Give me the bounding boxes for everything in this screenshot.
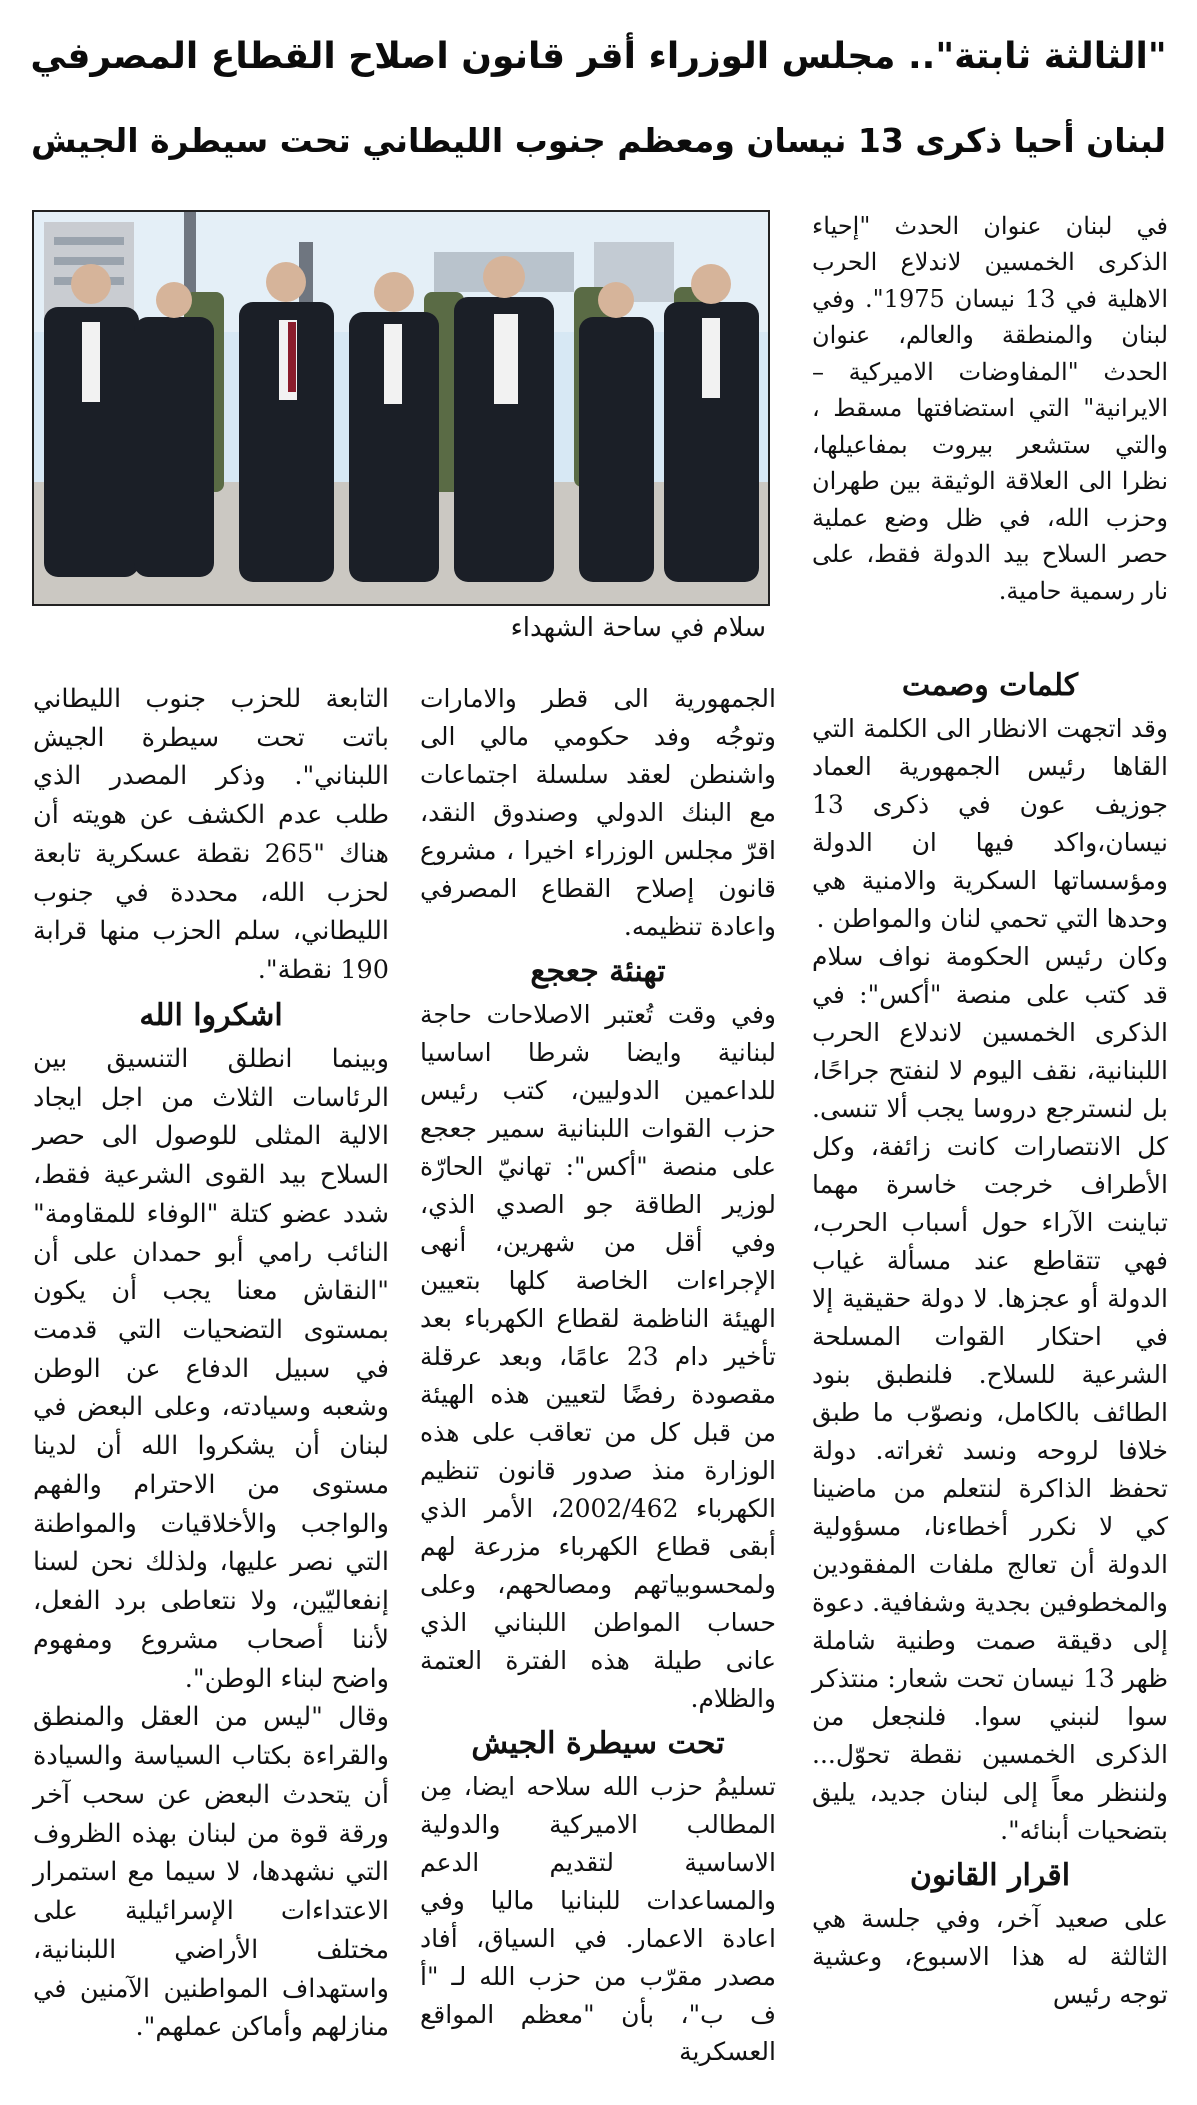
headline-line-1: "الثالثة ثابتة".. مجلس الوزراء أقر قانون اصلاح القطاع المصرفي bbox=[30, 36, 1167, 77]
subheading: تحت سيطرة الجيش bbox=[471, 1725, 725, 1761]
headline-line-2: لبنان أحيا ذكرى 13 نيسان ومعظم جنوب الليطاني تحت سيطرة الجيش bbox=[30, 121, 1167, 160]
photo-caption: سلام في ساحة الشهداء bbox=[510, 613, 766, 643]
column-right bbox=[812, 660, 1168, 2013]
column-left bbox=[33, 680, 389, 2047]
column-middle bbox=[420, 680, 776, 2071]
subheading: تهنئة جعجع bbox=[530, 953, 666, 989]
paragraph: تسليمُ حزب الله سلاحه ايضا، مِن المطالب الاميركية والدولية الاساسية لتقديم الدعم والمساعدات للبنانيا ماليا وفي اعادة الاعمار. في السياق، أفاد مصدر مقرّب من حزب الله لـ "أ ف ب"، بأن "معظم المواقع العسكرية bbox=[420, 1771, 776, 2067]
column-right-top bbox=[812, 208, 1168, 609]
paragraph: وبينما انطلق التنسيق بين الرئاسات الثلاث من اجل ايجاد الالية المثلى للوصول الى حصر السلاح بيد القوى الشرعية فقط، شدد عضو كتلة "الوفاء للمقاومة" النائب رامي أبو حمدان على أن "النقاش معنا يجب أن يكون بمستوى التضحيات التي قدمت في سبيل الدفاع عن الوطن وشعبه وسيادته، وعلى البعض في لبنان أن يشكروا الله أن لدينا مستوى من الاحترام والفهم والواجب والأخلاقيات والمواطنة التي نصر عليها، ولذلك نحن لسنا إنفعاليّين، ولا نتعاطى برد الفعل، لأننا أصحاب مشروع ومفهوم واضح لبناء الوطن". bbox=[33, 1043, 389, 1694]
paragraph: الجمهورية الى قطر والامارات وتوجُه وفد حكومي مالي الى واشنطن لعقد سلسلة اجتماعات مع البنك الدولي وصندوق النقد، اقرّ مجلس الوزراء اخيرا ، مشروع قانون إصلاح القطاع المصرفي واعادة تنظيمه. bbox=[420, 684, 776, 941]
subheading: اقرار القانون bbox=[909, 1857, 1071, 1893]
group-photo-illustration bbox=[34, 212, 768, 604]
paragraph: وقال "ليس من العقل والمنطق والقراءة بكتاب السياسة والسيادة أن يتحدث البعض عن سحب آخر ورقة قوة من لبنان بهذه الظروف التي نشهدها، لا سيما مع استمرار الاعتداءات الإسرائيلية على مختلف الأراضي اللبنانية، واستهداف المواطنين الآمنين في منازلهم وأماكن عملهم". bbox=[33, 1702, 389, 2043]
news-photo bbox=[32, 210, 770, 606]
paragraph: التابعة للحزب جنوب الليطاني باتت تحت سيطرة الجيش اللبناني". وذكر المصدر الذي طلب عدم الكشف عن هويته أن هناك "265 نقطة عسكرية تابعة لحزب الله، محددة في جنوب الليطاني، سلم الحزب منها قرابة 190 نقطة". bbox=[33, 684, 390, 986]
paragraph: على صعيد آخر، وفي جلسة هي الثالثة له هذا الاسبوع، وعشية توجه رئيس bbox=[812, 1903, 1168, 2009]
paragraph: في لبنان عنوان الحدث "إحياء الذكرى الخمسين لاندلاع الحرب الاهلية في 13 نيسان 1975". وفي لبنان والمنطقة والعالم، عنوان الحدث "المفاوضات الاميركية – الايرانية" التي استضافتها مسقط ، والتي ستشعر بيروت بمفاعيلها، نظرا الى العلاقة الوثيقة بين طهران وحزب الله، في ظل وضع عملية حصر السلاح بيد الدولة فقط، على نار رسمية حامية. bbox=[812, 212, 1168, 605]
paragraph: وقد اتجهت الانظار الى الكلمة التي القاها رئيس الجمهورية العماد جوزيف عون في ذكرى 13 نيسان،واكد فيها ان الدولة ومؤسساتها السكرية والامنية هي وحدها التي تحمي لنان والمواطن . bbox=[812, 714, 1168, 933]
subheading: اشكروا الله bbox=[139, 997, 283, 1033]
paragraph: وفي وقت تُعتبر الاصلاحات حاجة لبنانية وايضا شرطا اساسيا للداعمين الدوليين، كتب رئيس حزب القوات اللبنانية سمير جعجع على منصة "أكس": تهانيّ الحارّة لوزير الطاقة جو الصدي الذي، وفي أقل من شهرين، أنهى الإجراءات الخاصة كلها بتعيين الهيئة الناظمة لقطاع الكهرباء بعد تأخير دام 23 عامًا، وبعد عرقلة مقصودة رفضًا لتعيين هذه الهيئة من قبل كل من تعاقب على هذه الوزارة منذ صدور قانون تنظيم الكهرباء 2002/462، الأمر الذي أبقى قطاع الكهرباء مزرعة لهم ولمحسوبياتهم ومصالحهم، وعلى حساب المواطن اللبناني الذي عانى طيلة هذه الفترة العتمة والظلام. bbox=[420, 999, 777, 1713]
paragraph: وكان رئيس الحكومة نواف سلام قد كتب على منصة "أكس": في الذكرى الخمسين لاندلاع الحرب اللبنانية، نقف اليوم لا لنفتح جراحًا، بل لنسترجع دروسا يجب ألا تنسى. كل الانتصارات كانت زائفة، وكل الأطراف خرجت خاسرة مهما تباينت الآراء حول أسباب الحرب، فهي تتقاطع عند مسألة غياب الدولة أو عجزها. لا دولة حقيقية إلا في احتكار القوات المسلحة الشرعية للسلاح. فلنطبق بنود الطائف بالكامل، ونصوّب ما طبق خلافا لروحه ونسد ثغراته. دولة تحفظ الذاكرة لنتعلم من ماضينا كي لا نكرر أخطاءنا، مسؤولية الدولة أن تعالج ملفات المفقودين والمخطوفين بجدية وشفافية. دعوة إلى دقيقة صمت وطنية شاملة ظهر 13 نيسان تحت شعار: منتذكر سوا لنبني سوا. فلنجعل من الذكرى الخمسين نقطة تحوّل... ولننظر معاً إلى لبنان جديد، يليق بتضحيات أبنائه". bbox=[812, 941, 1168, 1845]
subheading: كلمات وصمت bbox=[901, 668, 1079, 703]
